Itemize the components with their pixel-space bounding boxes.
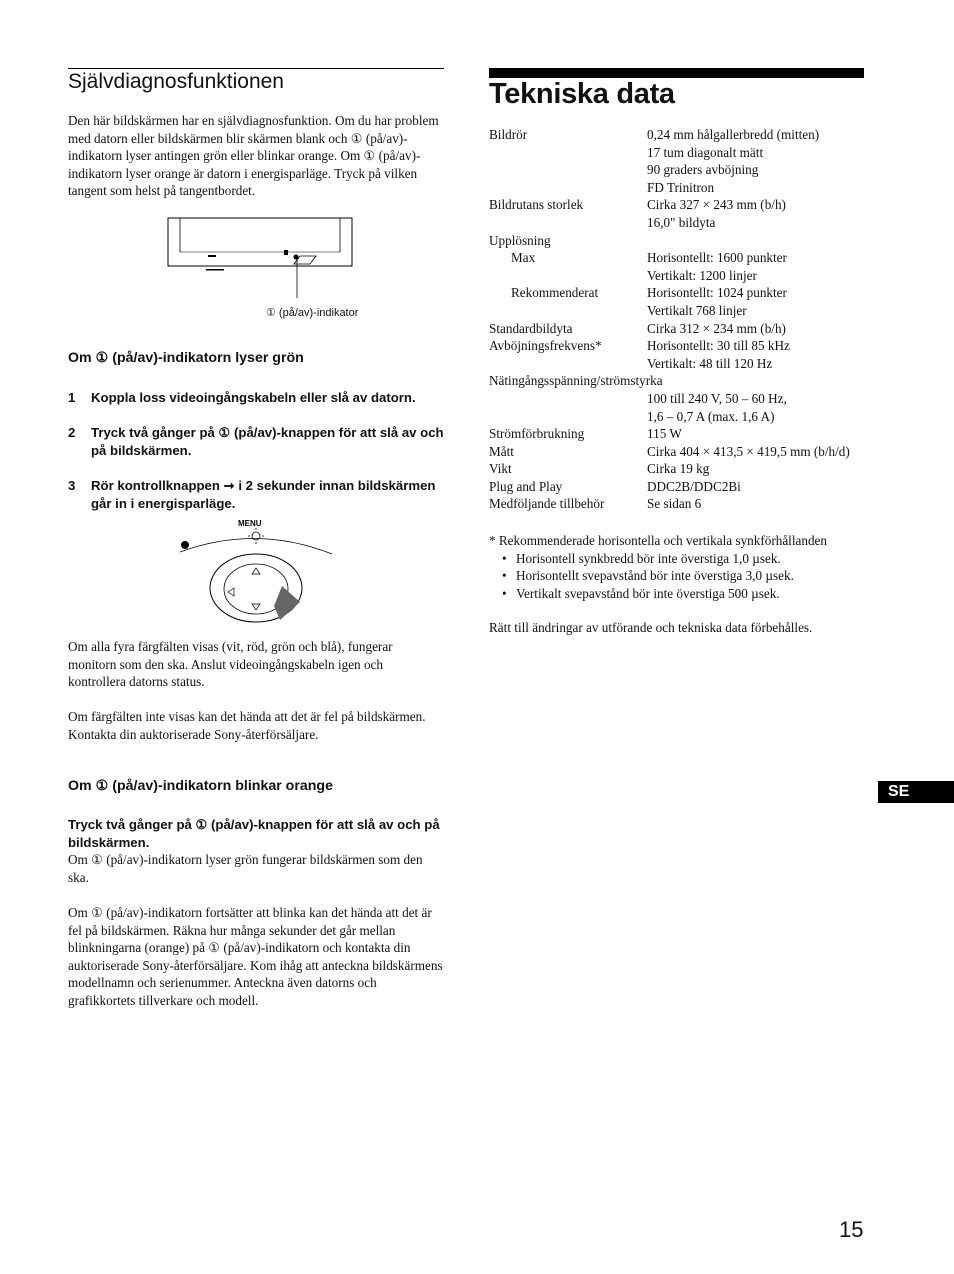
footnote-item: • Horisontellt svepavstånd bör inte överstiga 3,0 µsek. (502, 567, 827, 585)
paragraph-colors-ok: Om alla fyra färgfälten visas (vit, röd, grön och blå), fungerar monitorn som den ska. Anslut videoingångskabeln igen och kontrollera datorns status. (68, 639, 393, 690)
spec-key (489, 302, 647, 320)
menu-label: MENU (238, 519, 262, 528)
spec-row (489, 126, 879, 144)
spec-row (489, 320, 879, 338)
contrast-icon (181, 541, 189, 549)
spec-value: 0,24 mm hålgallerbredd (mitten) (647, 127, 820, 142)
spec-row (489, 495, 879, 513)
spec-row (489, 179, 879, 197)
spec-value: 100 till 240 V, 50 – 60 Hz, (647, 390, 787, 406)
spec-row (489, 425, 879, 443)
spec-value: Vertikalt 768 linjer (647, 302, 747, 318)
spec-key (489, 214, 647, 232)
spec-row (489, 460, 879, 478)
spec-row (489, 372, 879, 390)
disclaimer: Rätt till ändringar av utförande och tekniska data förbehålles. (489, 620, 813, 635)
spec-key (489, 355, 647, 373)
step-2 (68, 424, 448, 459)
spec-table (489, 126, 879, 513)
right-top-bar (489, 68, 864, 78)
spec-key (489, 161, 647, 179)
footnote-list (489, 550, 827, 603)
spec-row (489, 302, 879, 320)
spec-value: Cirka 404 × 413,5 × 419,5 mm (b/h/d) (647, 443, 850, 459)
spec-key (489, 179, 647, 197)
spec-value: 1,6 – 0,7 A (max. 1,6 A) (647, 408, 775, 424)
spec-value (647, 232, 879, 250)
spec-key: Mått (489, 443, 514, 459)
step-text: Rör kontrollknappen ➞ i 2 sekunder innan bildskärmen går in i energisparläge. (91, 478, 436, 511)
spec-row (489, 408, 879, 426)
spec-value: 17 tum diagonalt mätt (647, 144, 764, 160)
step-3 (68, 477, 448, 512)
spec-row (489, 390, 879, 408)
page-number: 15 (839, 1217, 864, 1242)
paragraph-colors-fail: Om färgfälten inte visas kan det hända att det är fel på bildskärmen. Kontakta din auktoriserade Sony-återförsäljare. (68, 709, 426, 742)
section-title-specs: Tekniska data (489, 78, 675, 110)
step-number: 3 (68, 478, 76, 493)
footnote-item: • Vertikalt svepavstånd bör inte överstiga 500 µsek. (502, 585, 827, 603)
language-tab: SE (878, 781, 954, 803)
spec-key: Bildrutans storlek (489, 197, 584, 213)
spec-row (489, 355, 879, 373)
spec-row (489, 232, 879, 250)
step-text: Koppla loss videoingångskabeln eller slå av datorn. (91, 390, 416, 405)
spec-value: FD Trinitron (647, 179, 715, 195)
paragraph-green-ok: Om ① (på/av)-indikatorn lyser grön fungerar bildskärmen som den ska. (68, 852, 423, 885)
spec-row (489, 161, 879, 179)
section-title-self-diagnosis: Självdiagnosfunktionen (68, 70, 284, 93)
footnote-heading: * Rekommenderade horisontella och vertikala synkförhållanden (489, 533, 828, 548)
spec-row (489, 478, 879, 496)
step-number: 2 (68, 425, 76, 440)
spec-value: Cirka 312 × 234 mm (b/h) (647, 320, 786, 336)
control-button-illustration (172, 516, 342, 626)
spec-key: Plug and Play (489, 478, 563, 494)
footnote (489, 532, 827, 602)
step-1 (68, 389, 448, 407)
instruction-bold: Tryck två gånger på ① (på/av)-knappen för att slå av och på bildskärmen. (68, 817, 440, 850)
spec-row (489, 249, 879, 267)
spec-value: 90 graders avböjning (647, 162, 759, 178)
spec-value: Vertikalt: 1200 linjer (647, 267, 757, 283)
spec-key (489, 267, 647, 285)
press-arrow-icon (274, 586, 300, 620)
spec-key: Strömförbrukning (489, 426, 585, 442)
step-text: Tryck två gånger på ① (på/av)-knappen för att slå av och på bildskärmen. (91, 425, 444, 458)
indicator-caption: ① (på/av)-indikator (266, 307, 359, 319)
spec-value: Horisontellt: 1024 punkter (647, 285, 787, 301)
subheading-orange: Om ① (på/av)-indikatorn blinkar orange (68, 778, 333, 794)
spec-value: 16,0" bildyta (647, 214, 716, 230)
subheading-green: Om ① (på/av)-indikatorn lyser grön (68, 350, 304, 366)
spec-value: Vertikalt: 48 till 120 Hz (647, 355, 773, 371)
spec-key: Standardbildyta (489, 320, 573, 336)
spec-row (489, 196, 879, 214)
spec-value: Horisontellt: 1600 punkter (647, 250, 787, 266)
paragraph-blinking: Om ① (på/av)-indikatorn fortsätter att blinka kan det hända att det är fel på bildskärmen. Räkna hur många sekunder det går mellan blinkningarna (orange) på ① (på/av)-indikatorn och kontakta din auktoriserade Sony-återförsäljare. Kom ihåg att anteckna bildskärmens modellnamn och serienummer. Anteckna även datorns och grafikkortets tillverkare och modell. (68, 905, 443, 1008)
spec-row (489, 443, 879, 461)
monitor-illustration (160, 212, 360, 304)
footnote-item: • Horisontell synkbredd bör inte överstiga 1,0 µsek. (502, 550, 827, 568)
spec-value: Cirka 327 × 243 mm (b/h) (647, 197, 786, 213)
spec-value: DDC2B/DDC2Bi (647, 478, 741, 494)
spec-key (489, 390, 647, 408)
spec-key (489, 408, 647, 426)
spec-key: Nätingångsspänning/strömstyrka (489, 373, 663, 389)
spec-key: Max (511, 250, 536, 266)
spec-row (489, 144, 879, 162)
spec-row (489, 214, 879, 232)
spec-value: Se sidan 6 (647, 496, 702, 512)
intro-paragraph: Den här bildskärmen har en självdiagnosfunktion. Om du har problem med datorn eller bildskärmen blir skärmen blank och ① (på/av)-indikatorn lyser antingen grön eller blinkar orange. Om ① (på/av)-indikatorn lyser orange är datorn i energisparläge. Tryck på vilken tangent som helst på tangentbordet. (68, 113, 439, 199)
spec-key: Medföljande tillbehör (489, 496, 605, 512)
spec-value: Cirka 19 kg (647, 461, 710, 477)
spec-key: Bildrör (489, 127, 528, 142)
spec-row (489, 284, 879, 302)
spec-value: 115 W (647, 426, 682, 442)
step-number: 1 (68, 390, 76, 405)
spec-key: Avböjningsfrekvens* (489, 338, 602, 354)
spec-key: Vikt (489, 461, 512, 477)
spec-key: Upplösning (489, 232, 551, 248)
spec-row (489, 337, 879, 355)
spec-key: Rekommenderat (511, 285, 599, 301)
spec-key (489, 144, 647, 162)
spec-row (489, 267, 879, 285)
spec-value: Horisontellt: 30 till 85 kHz (647, 338, 790, 354)
left-top-rule (68, 68, 444, 69)
